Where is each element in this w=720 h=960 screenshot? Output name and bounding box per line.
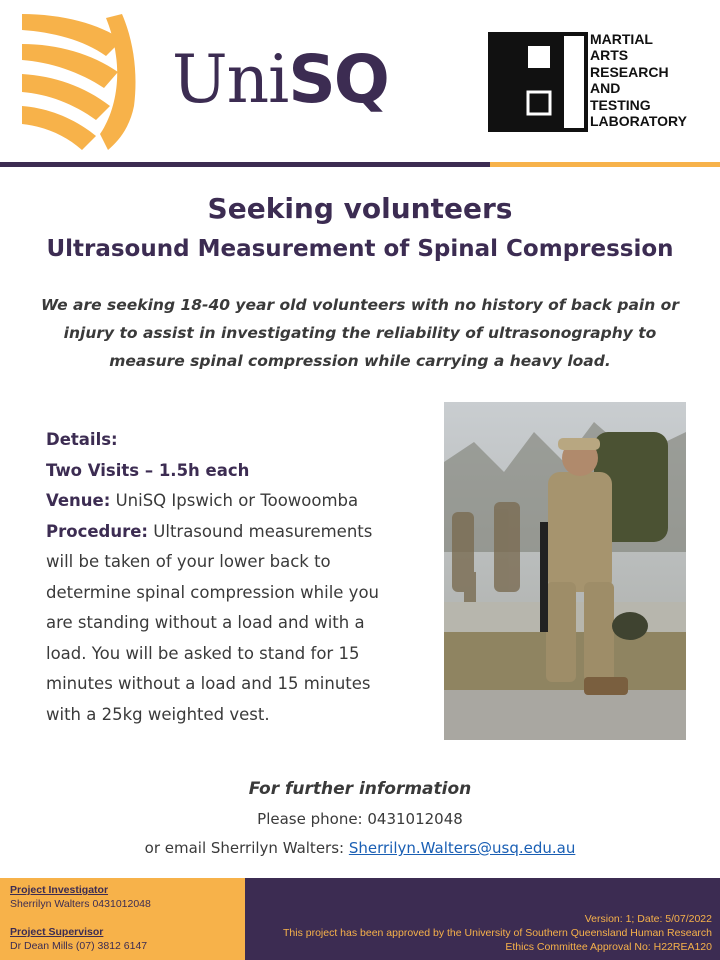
page-subtitle: Ultrasound Measurement of Spinal Compression bbox=[46, 236, 674, 262]
investigator-label: Project Investigator bbox=[10, 884, 109, 896]
venue-line bbox=[46, 486, 386, 517]
supervisor-label: Project Supervisor bbox=[10, 926, 104, 938]
soldier-photo bbox=[444, 402, 686, 740]
approval-text: This project has been approved by the University of Southern Queensland Human Research bbox=[283, 927, 712, 939]
header-rule-gold bbox=[490, 162, 720, 167]
version-text: Version: 1; Date: 5/07/2022 bbox=[584, 913, 712, 925]
supervisor-value: Dr Dean Mills (07) 3812 6147 bbox=[10, 940, 148, 952]
footer-contacts bbox=[0, 878, 245, 960]
header-rule-purple bbox=[0, 162, 490, 167]
page-title: Seeking volunteers bbox=[207, 192, 513, 225]
venue-value: UniSQ Ipswich or Toowoomba bbox=[115, 491, 359, 510]
footer-approval bbox=[245, 878, 720, 960]
lab-name-line: RESEARCH bbox=[590, 63, 669, 80]
intro-text: We are seeking 18-40 year old volunteers with no history of back pain or injury to assist in investigating the reliability of ultrasonography to measure spinal compression while carrying a heavy load. bbox=[41, 296, 679, 370]
procedure-label: Procedure: bbox=[46, 521, 149, 541]
lab-name-line: TESTING bbox=[590, 96, 651, 113]
investigator-value: Sherrilyn Walters 0431012048 bbox=[10, 898, 151, 910]
header bbox=[0, 0, 720, 162]
contact-email-line bbox=[0, 839, 720, 857]
lab-logo-icon bbox=[488, 32, 588, 132]
venue-label: Venue: bbox=[46, 491, 111, 510]
email-prefix: or email Sherrilyn Walters: bbox=[144, 839, 349, 857]
visits-text: Two Visits – 1.5h each bbox=[46, 460, 250, 480]
unisq-wordmark: UniSQ bbox=[172, 41, 388, 118]
contact-phone: Please phone: 0431012048 bbox=[257, 810, 463, 828]
lab-name-line: AND bbox=[590, 80, 621, 97]
ethics-text: Ethics Committee Approval No: H22REA120 bbox=[505, 941, 712, 953]
details-section bbox=[46, 425, 386, 730]
lab-name-line: ARTS bbox=[590, 47, 629, 64]
procedure-value: Ultrasound measurements will be taken of your lower back to determine spinal compression while you are standing without a load and with a load. You will be asked to stand for 15 minutes without a load and 15 minutes with a 25kg weighted vest. bbox=[46, 521, 379, 724]
lab-name bbox=[590, 31, 687, 129]
unisq-emblem-icon bbox=[22, 14, 142, 150]
details-heading: Details: bbox=[46, 430, 118, 449]
lab-name-line: LABORATORY bbox=[590, 113, 687, 130]
procedure-line bbox=[46, 517, 386, 731]
lab-name-line: MARTIAL bbox=[590, 31, 653, 47]
email-link[interactable]: Sherrilyn.Walters@usq.edu.au bbox=[348, 839, 576, 857]
contact-heading: For further information bbox=[248, 779, 472, 799]
